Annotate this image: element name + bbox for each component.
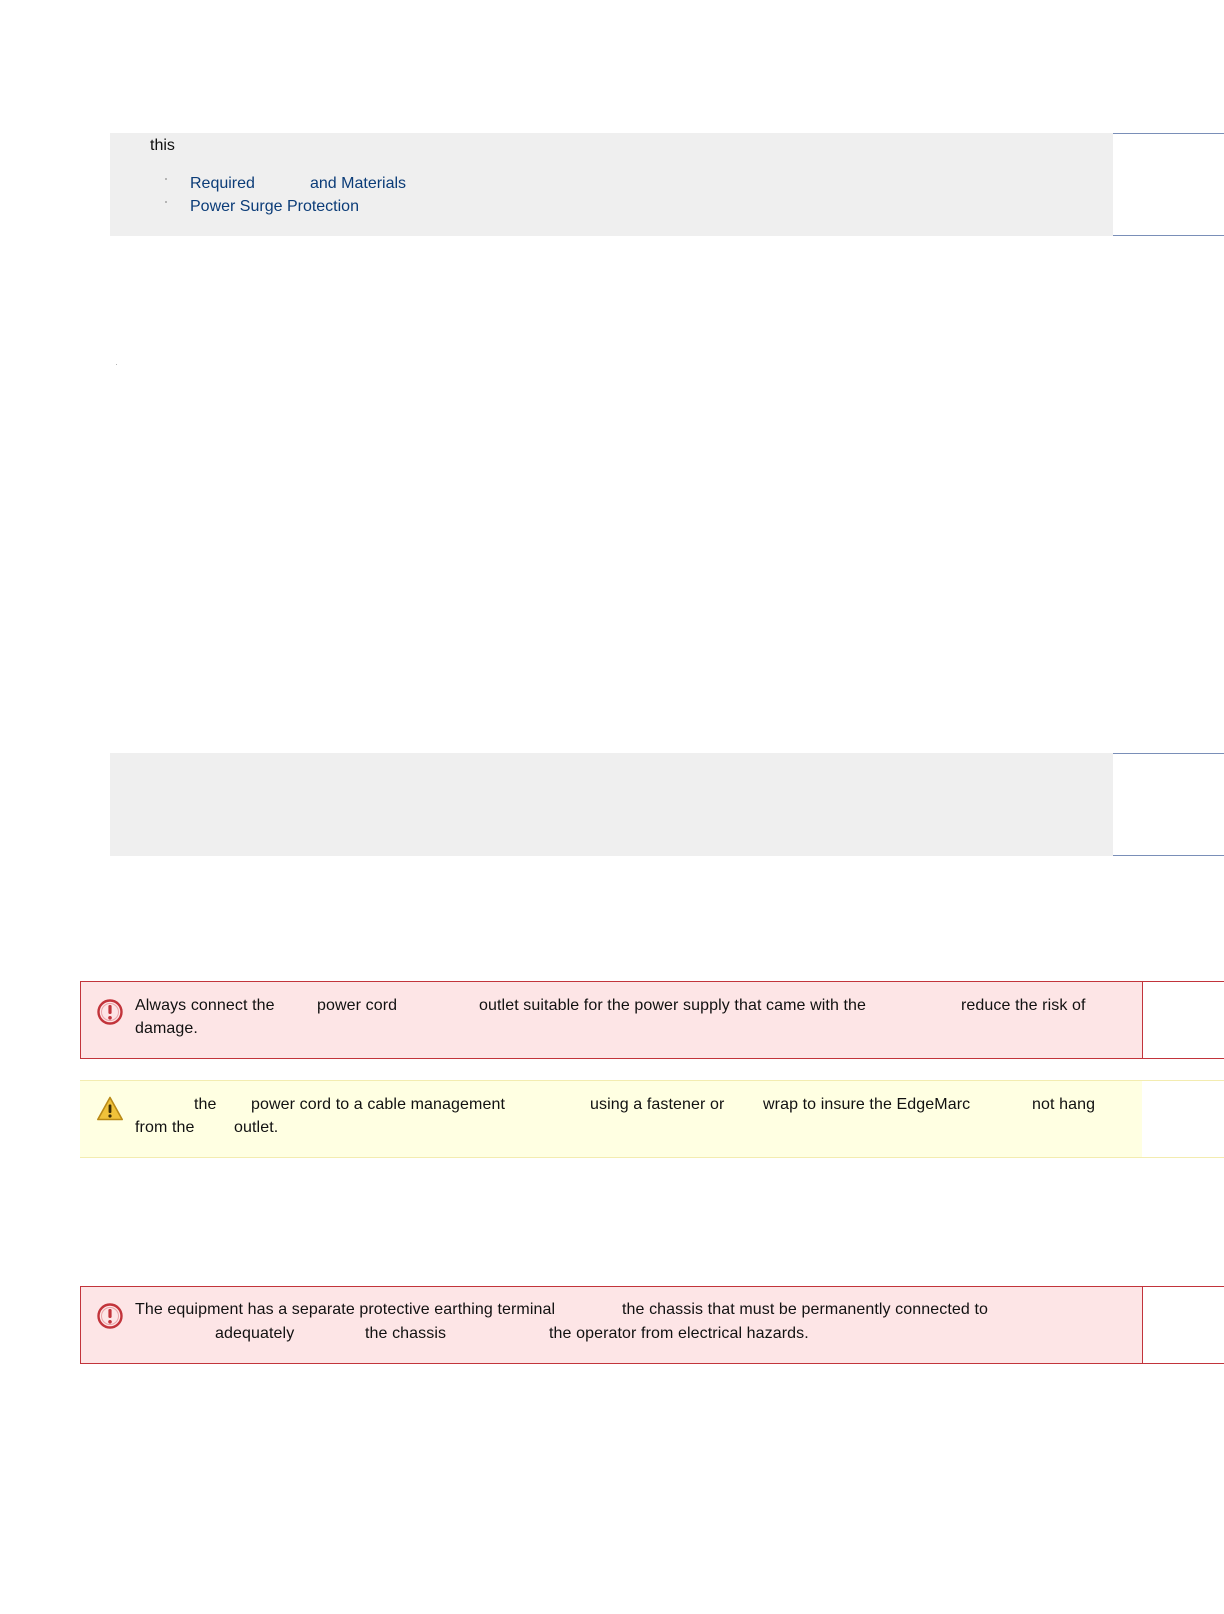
toc-bullet	[165, 201, 167, 203]
toc-panel-edge	[1113, 753, 1224, 856]
callout-text: the operator from electrical hazards.	[549, 1325, 809, 1342]
callout-text: reduce the risk of	[961, 997, 1086, 1014]
callout-text: damage.	[135, 1020, 198, 1037]
error-icon	[96, 998, 124, 1026]
callout-text: Always connect the	[135, 997, 275, 1014]
callout-text: wrap to insure the EdgeMarc	[763, 1096, 971, 1113]
error-callout	[80, 981, 1142, 1059]
toc-bullet	[165, 178, 167, 180]
callout-text: outlet.	[234, 1119, 279, 1136]
warning-icon	[96, 1095, 124, 1123]
toc-panel	[110, 133, 1113, 236]
callout-text: the chassis that must be permanently connected to	[622, 1301, 988, 1318]
error-icon	[96, 1302, 124, 1330]
error-callout-edge	[1142, 981, 1224, 1059]
toc-intro-text: this	[150, 137, 175, 154]
callout-text: power cord to a cable management	[251, 1096, 506, 1113]
callout-text: adequately	[215, 1325, 295, 1342]
callout-text: using a fastener or	[590, 1096, 725, 1113]
callout-text: outlet suitable for the power supply that came with the	[479, 997, 867, 1014]
warning-callout-edge	[1142, 1080, 1224, 1158]
toc-panel-edge	[1113, 133, 1224, 236]
callout-text: from the	[135, 1119, 195, 1136]
stray-dot	[116, 364, 117, 365]
callout-text: not hang	[1032, 1096, 1096, 1113]
toc-panel-empty	[110, 753, 1113, 856]
callout-text: the	[194, 1096, 217, 1113]
error-callout-edge	[1142, 1286, 1224, 1364]
toc-link-materials[interactable]: and Materials	[310, 175, 407, 192]
callout-text: The equipment has a separate protective earthing terminal	[135, 1301, 556, 1318]
toc-link-required[interactable]: Required	[190, 175, 255, 192]
toc-link-power-surge-protection[interactable]: Power Surge Protection	[190, 198, 359, 215]
callout-text: power cord	[317, 997, 398, 1014]
callout-text: the chassis	[365, 1325, 447, 1342]
